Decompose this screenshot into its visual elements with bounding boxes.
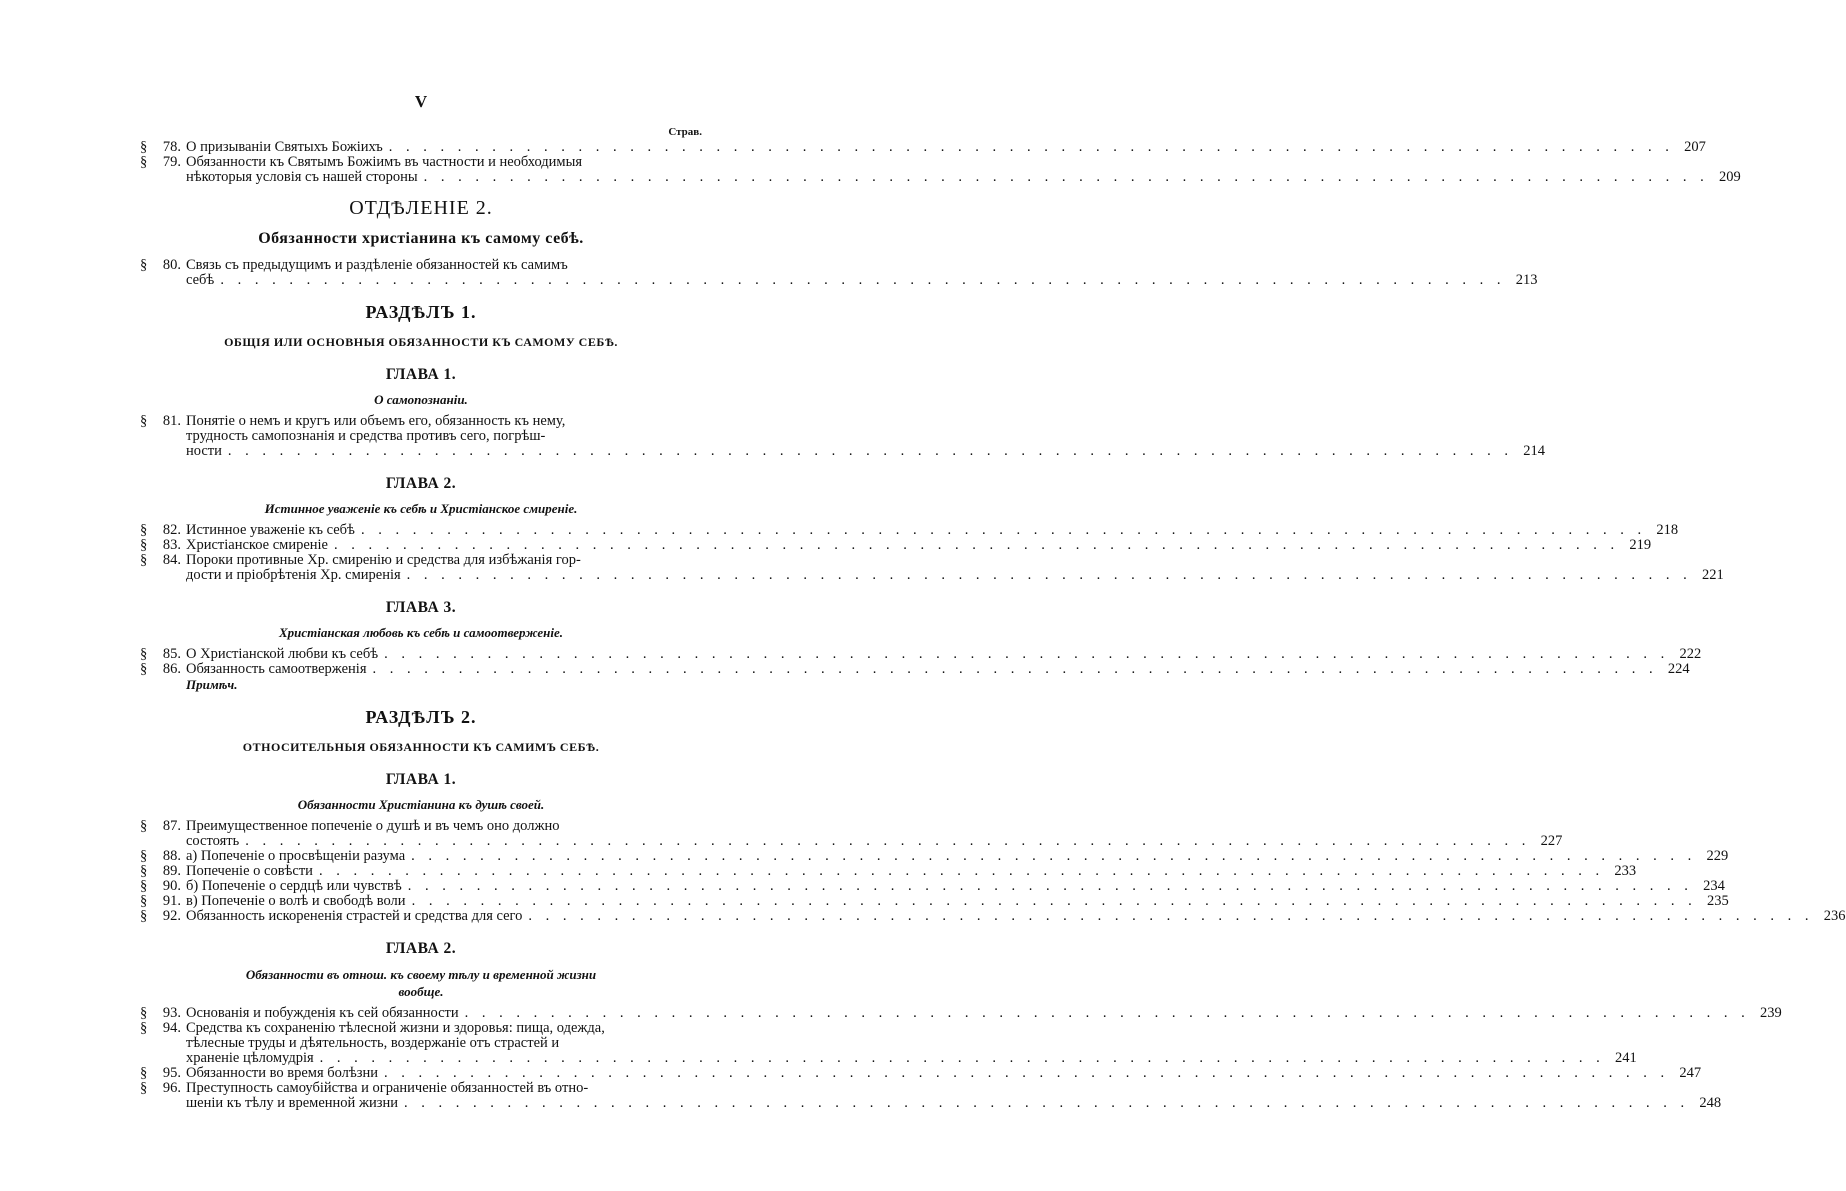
leader-dots [465, 1006, 1750, 1021]
entry-line [186, 273, 1537, 288]
page-ref: 247 [1679, 1065, 1702, 1081]
entry-number: 84. [162, 552, 181, 568]
entry-text [186, 647, 1701, 662]
toc-entry [140, 893, 1729, 909]
toc-entry [140, 1080, 1722, 1111]
toc-group [140, 1005, 1782, 1111]
chapter-subtitle-line: вообще. [398, 984, 444, 999]
toc-group [140, 522, 1724, 583]
section-mark: § [140, 1080, 148, 1096]
entry-line [186, 414, 1545, 429]
entry-line [186, 1081, 1721, 1096]
page-ref: 227 [1540, 833, 1563, 849]
toc-group [140, 818, 1846, 924]
chapter-subtitle: О самопознаніи. [374, 392, 468, 407]
entry-line-text: нѣкоторыя условія съ нашей стороны [186, 169, 418, 185]
toc-entry [140, 848, 1729, 864]
entry-line-text: Пороки противные Хр. смиренію и средства для избѣжанія гор- [186, 552, 581, 568]
leader-dots [389, 140, 1674, 155]
entry-line-text: Обязанность искорененія страстей и средства для сего [186, 908, 523, 924]
entry-text [186, 1066, 1701, 1081]
entry-line-text: тѣлесные труды и дѣятельность, воздержаніе отъ страстей и [186, 1035, 560, 1051]
entry-line-text: храненіе цѣломудрія [186, 1050, 314, 1066]
toc-entry [140, 1005, 1782, 1021]
toc-entry [140, 154, 1741, 185]
leader-dots [220, 273, 1505, 288]
section-mark: § [140, 537, 148, 553]
entry-number: 95. [162, 1065, 181, 1081]
toc-group [140, 646, 1702, 677]
leader-dots [373, 662, 1658, 677]
toc-entry [140, 139, 1706, 155]
entry-line-text: Связь съ предыдущимъ и раздѣленіе обязанностей къ самимъ [186, 257, 568, 273]
section-mark: § [140, 863, 148, 879]
leader-dots [319, 864, 1604, 879]
entry-text [186, 864, 1636, 879]
page-ref: 234 [1703, 878, 1725, 894]
chapter-subtitle: Истинное уваженіе къ себѣ и Христіанское смиреніе. [264, 501, 578, 516]
entry-line-text: а) Попеченіе о просвѣщеніи разума [186, 848, 406, 864]
section-mark: § [140, 661, 148, 677]
chapter-subtitle-line: Обязанности въ отнош. къ своему тѣлу и временной жизни [245, 967, 597, 982]
entry-line-text: Основанія и побужденія къ сей обязанности [186, 1005, 459, 1021]
page-ref: 213 [1515, 272, 1538, 288]
entry-line [186, 1036, 1637, 1051]
leader-dots [384, 647, 1669, 662]
page-ref: 241 [1615, 1050, 1637, 1066]
footnote-label: Примѣч. [186, 677, 238, 692]
entry-number: 86. [162, 661, 181, 677]
entry-text [186, 894, 1729, 909]
section-mark: § [140, 818, 148, 834]
section-mark: § [140, 878, 148, 894]
chapter-subtitle: Обязанности Христіанина къ душѣ своей. [297, 797, 545, 812]
section-mark: § [140, 893, 148, 909]
entry-text [186, 553, 1724, 583]
leader-dots [407, 568, 1692, 583]
entry-number: 92. [162, 908, 181, 924]
entry-text [186, 1021, 1637, 1066]
leader-dots [404, 1096, 1689, 1111]
toc-entry [140, 818, 1563, 849]
toc-entry [140, 1020, 1637, 1066]
page-ref: 233 [1614, 863, 1637, 879]
entry-line [186, 1021, 1637, 1036]
entry-line [186, 1066, 1701, 1081]
entry-text [186, 1006, 1782, 1021]
entry-line-text: в) Попеченіе о волѣ и свободѣ воли [186, 893, 406, 909]
leader-dots [384, 1066, 1669, 1081]
toc-entry [140, 661, 1690, 677]
toc-group [140, 413, 1546, 459]
entry-text [186, 879, 1725, 894]
toc-group [140, 139, 1741, 185]
entry-line-text: б) Попеченіе о сердцѣ или чувствѣ [186, 878, 402, 894]
entry-line-text: ности [186, 443, 222, 459]
entry-number: 87. [162, 818, 181, 834]
leader-dots [424, 170, 1709, 185]
section-subtitle: ОТНОСИТЕЛЬНЫЯ ОБЯЗАННОСТИ КЪ САМИМЪ СЕБѢ. [242, 740, 600, 754]
entry-line-text: дости и пріобрѣтенія Хр. смиренія [186, 567, 401, 583]
chapter-title: ГЛАВА 2. [385, 940, 457, 957]
page-ref: 222 [1679, 646, 1702, 662]
toc-entry [140, 646, 1702, 662]
chapter-title: ГЛАВА 1. [385, 366, 457, 383]
entry-line-text: Попеченіе о совѣсти [186, 863, 313, 879]
leader-dots [228, 444, 1513, 459]
toc-entry [140, 552, 1724, 583]
page-ref: 229 [1706, 848, 1729, 864]
entry-text [186, 538, 1651, 553]
section-mark: § [140, 257, 148, 273]
page-column-header: Страв. [668, 126, 702, 138]
section-mark: § [140, 1065, 148, 1081]
entry-line [186, 258, 1537, 273]
page-ref: 219 [1629, 537, 1652, 553]
toc-entry [140, 863, 1637, 879]
entry-line [186, 864, 1636, 879]
section-mark: § [140, 1020, 148, 1036]
toc-entry [140, 537, 1652, 553]
toc-entry [140, 878, 1725, 894]
entry-line-text: Истинное уваженіе къ себѣ [186, 522, 355, 538]
entry-line [186, 170, 1741, 185]
page-ref: 239 [1760, 1005, 1782, 1021]
entry-line-text: О Христіанской любви къ себѣ [186, 646, 379, 662]
entry-number: 83. [162, 537, 181, 553]
page-ref: 209 [1718, 169, 1741, 185]
entry-number: 85. [162, 646, 181, 662]
section-title: РАЗДѢЛЪ 1. [365, 302, 477, 322]
entry-line [186, 819, 1562, 834]
entry-line-text: трудность самопознанія и средства противъ сего, погрѣш- [186, 428, 546, 444]
entry-number: 81. [162, 413, 181, 429]
entry-number: 96. [162, 1080, 181, 1096]
entry-text [186, 140, 1706, 155]
entry-line-text: Средства къ сохраненію тѣлесной жизни и здоровья: пища, одежда, [186, 1020, 605, 1036]
leader-dots [334, 538, 1619, 553]
entry-number: 93. [162, 1005, 181, 1021]
entry-line-text: Обязанности во время болѣзни [186, 1065, 379, 1081]
entry-text [186, 819, 1562, 849]
section-mark: § [140, 522, 148, 538]
entry-line-text: Обязанности къ Святымъ Божіимъ въ частности и необходимыя [186, 154, 583, 170]
entry-text [186, 1081, 1721, 1111]
entry-number: 78. [162, 139, 181, 155]
leader-dots [320, 1051, 1605, 1066]
entry-line-text: Преступность самоубійства и ограниченіе обязанностей въ отно- [186, 1080, 589, 1096]
entry-line-text: состоять [186, 833, 240, 849]
entry-text [186, 849, 1728, 864]
section-mark: § [140, 552, 148, 568]
page-ref: 224 [1667, 661, 1690, 677]
entry-line-text: О призываніи Святыхъ Божіихъ [186, 139, 383, 155]
entry-number: 88. [162, 848, 181, 864]
entry-line [186, 1096, 1721, 1111]
entry-line [186, 909, 1846, 924]
toc-entry [140, 522, 1679, 538]
division-subtitle: Обязанности христіанина къ самому себѣ. [258, 230, 584, 247]
section-title: РАЗДѢЛЪ 2. [365, 707, 477, 727]
toc-page [140, 92, 1846, 1111]
division-title: ОТДѢЛЕНІЕ 2. [349, 197, 493, 219]
leader-dots [361, 523, 1646, 538]
entry-line [186, 568, 1724, 583]
chapter-title: ГЛАВА 3. [385, 599, 457, 616]
section-mark: § [140, 1005, 148, 1021]
leader-dots [528, 909, 1813, 924]
section-mark: § [140, 646, 148, 662]
leader-dots [245, 834, 1530, 849]
entry-line [186, 444, 1545, 459]
toc-entry [140, 257, 1538, 288]
entry-line [186, 1051, 1637, 1066]
entry-number: 80. [162, 257, 181, 273]
entry-number: 90. [162, 878, 181, 894]
entry-line [186, 894, 1729, 909]
leader-dots [412, 894, 1697, 909]
entry-line [186, 538, 1651, 553]
toc-entry [140, 908, 1846, 924]
entry-line [186, 849, 1728, 864]
entry-line [186, 523, 1678, 538]
chapter-title: ГЛАВА 1. [385, 771, 457, 788]
entry-number: 79. [162, 154, 181, 170]
page-ref: 221 [1702, 567, 1724, 583]
page-ref: 235 [1706, 893, 1729, 909]
entry-line-text: шеніи къ тѣлу и временной жизни [186, 1095, 398, 1111]
entry-line [186, 662, 1690, 677]
chapter-subtitle [210, 966, 632, 1000]
entry-text [186, 909, 1846, 924]
entry-number: 91. [162, 893, 181, 909]
entry-line [186, 1006, 1782, 1021]
entry-number: 89. [162, 863, 181, 879]
page-number: V [414, 92, 428, 111]
entry-line [186, 879, 1725, 894]
entry-line-text: Христіанское смиреніе [186, 537, 328, 553]
section-mark: § [140, 139, 148, 155]
toc-entry [140, 413, 1546, 459]
entry-line-text: себѣ [186, 272, 215, 288]
page-ref: 218 [1656, 522, 1679, 538]
entry-line-text: Преимущественное попеченіе о душѣ и въ чемъ оно должно [186, 818, 560, 834]
entry-text [186, 155, 1741, 185]
entry-line [186, 834, 1562, 849]
page-ref: 236 [1823, 908, 1846, 924]
toc-group [140, 257, 1538, 288]
section-mark: § [140, 848, 148, 864]
page-ref: 214 [1523, 443, 1546, 459]
section-mark: § [140, 413, 148, 429]
chapter-subtitle: Христіанская любовь къ себѣ и самоотверженіе. [278, 625, 564, 640]
entry-line [186, 647, 1701, 662]
entry-line [186, 155, 1741, 170]
section-mark: § [140, 154, 148, 170]
section-mark: § [140, 908, 148, 924]
entry-line [186, 553, 1724, 568]
entry-text [186, 258, 1537, 288]
page-ref: 248 [1699, 1095, 1722, 1111]
entry-text [186, 523, 1678, 538]
page-ref: 207 [1684, 139, 1706, 155]
entry-text [186, 414, 1545, 459]
leader-dots [408, 879, 1693, 894]
section-subtitle: ОБЩІЯ ИЛИ ОСНОВНЫЯ ОБЯЗАННОСТИ КЪ САМОМУ СЕБѢ. [224, 335, 618, 349]
leader-dots [411, 849, 1696, 864]
chapter-title: ГЛАВА 2. [385, 475, 457, 492]
entry-number: 82. [162, 522, 181, 538]
entry-line-text: Понятіе о немъ и кругъ или объемъ его, обязанность къ нему, [186, 413, 566, 429]
entry-number: 94. [162, 1020, 181, 1036]
entry-line [186, 140, 1706, 155]
entry-text [186, 662, 1690, 677]
toc-entry [140, 1065, 1702, 1081]
entry-line-text: Обязанность самоотверженія [186, 661, 367, 677]
entry-line [186, 429, 1545, 444]
